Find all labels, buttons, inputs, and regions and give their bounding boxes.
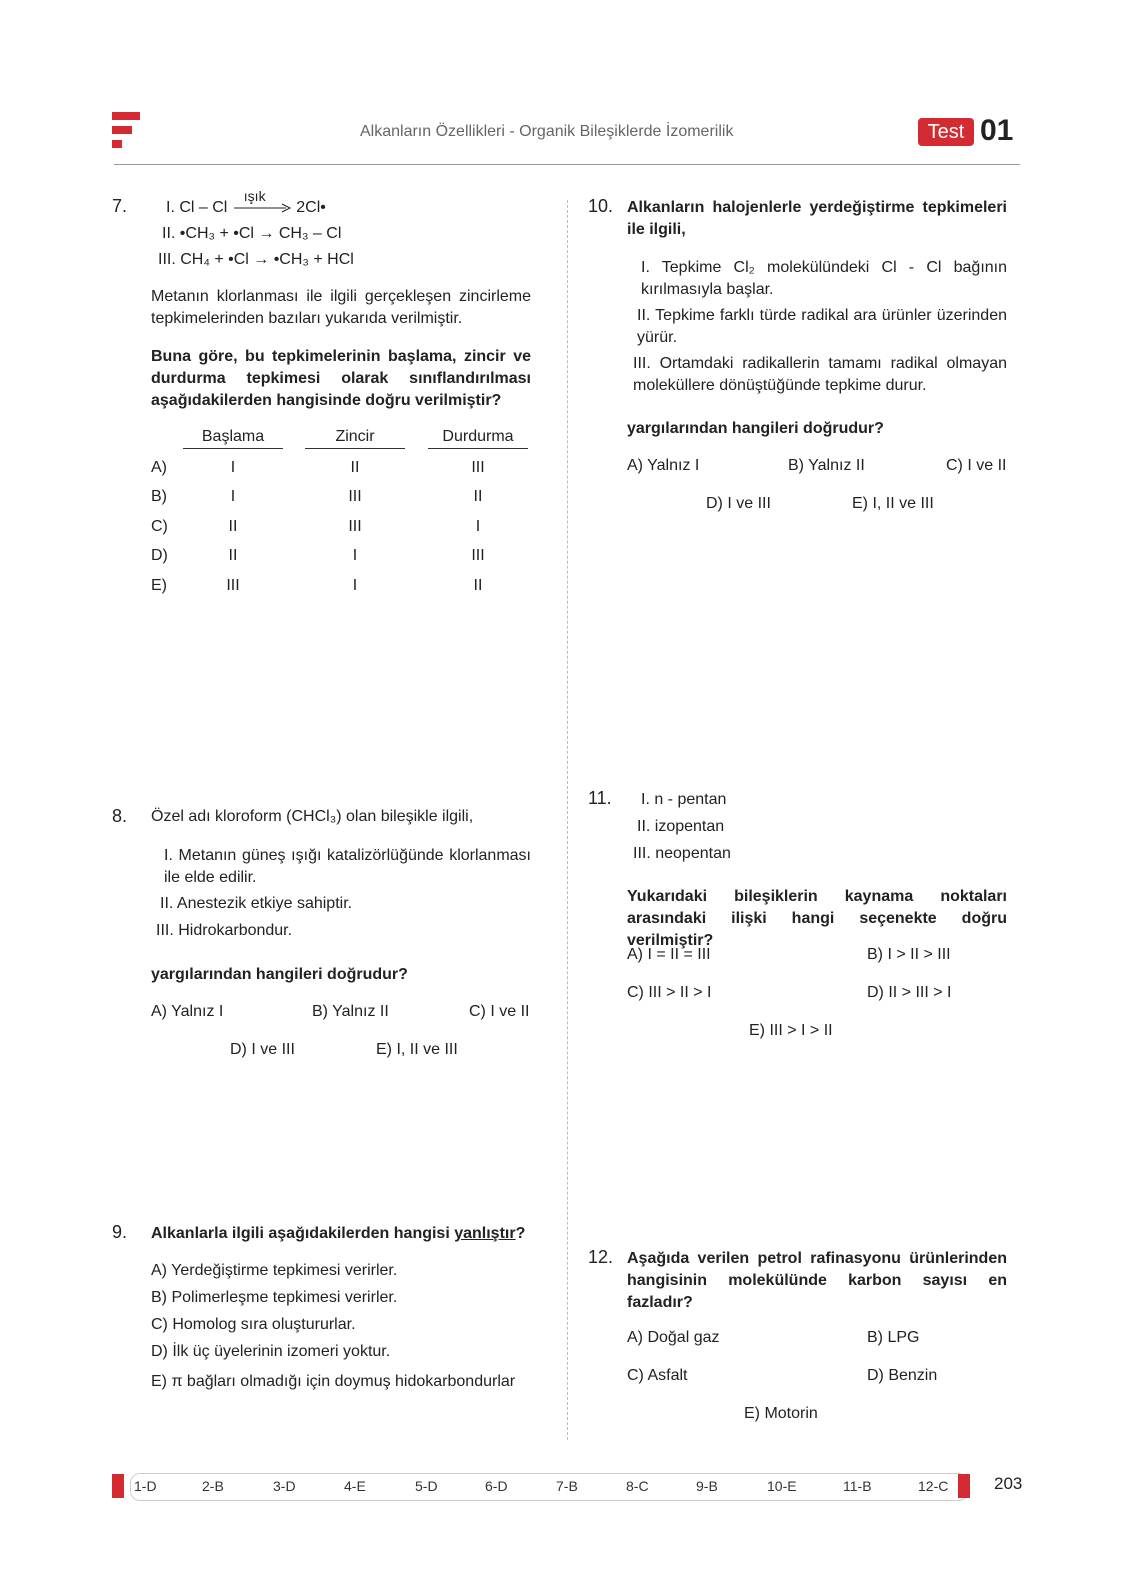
table-cell: II bbox=[228, 518, 238, 535]
footer-accent-right bbox=[958, 1474, 970, 1498]
option-a[interactable]: A) Yalnız I bbox=[627, 457, 700, 474]
question-number: 7. bbox=[112, 196, 128, 216]
statement-3: III. Hidrokarbondur. bbox=[156, 922, 293, 939]
option-e[interactable]: E) III > I > II bbox=[749, 1022, 833, 1039]
option-e[interactable]: E) Motorin bbox=[744, 1405, 818, 1422]
table-cell: III bbox=[348, 488, 362, 505]
option-c[interactable]: C) Asfalt bbox=[627, 1367, 688, 1384]
option-label[interactable]: D) bbox=[151, 547, 168, 564]
table-cell: I bbox=[475, 518, 481, 535]
table-cell: III bbox=[226, 577, 240, 594]
reaction-3: III. CH₄ + •Cl → •CH₃ + HCl bbox=[158, 251, 354, 268]
reaction-1 bbox=[166, 187, 326, 219]
reaction-1-product: 2Cl• bbox=[296, 199, 326, 216]
question-stem bbox=[151, 1223, 525, 1245]
option-a[interactable]: A) I = II = III bbox=[627, 946, 711, 963]
test-badge: Test bbox=[918, 118, 974, 146]
answer-key-item: 1-D bbox=[134, 1478, 157, 1494]
table-cell: II bbox=[473, 488, 483, 505]
stem-text: Alkanlarla ilgili aşağıdakilerden hangisi bbox=[151, 1225, 455, 1242]
answer-key-item: 7-B bbox=[556, 1478, 578, 1494]
reaction-1-reactant: I. Cl – Cl bbox=[166, 199, 228, 216]
answer-key-item: 6-D bbox=[485, 1478, 508, 1494]
option-c[interactable]: C) Homolog sıra oluştururlar. bbox=[151, 1316, 356, 1333]
reaction-2: II. •CH₃ + •Cl → CH₃ – Cl bbox=[162, 225, 342, 242]
answer-key-item: 11-B bbox=[843, 1478, 872, 1494]
question-number: 12. bbox=[588, 1247, 614, 1267]
option-label[interactable]: A) bbox=[151, 459, 167, 476]
question-stem: Özel adı kloroform (CHCl₃) olan bileşikle ilgili, bbox=[151, 808, 474, 825]
question-intro: Metanın klorlanması ile ilgili gerçekleşen zincirleme tepkimelerinden bazıları yukarıda verilmiştir. bbox=[151, 288, 531, 327]
answer-key-item: 4-E bbox=[344, 1478, 366, 1494]
table-cell: I bbox=[352, 547, 358, 564]
question-number: 11. bbox=[588, 788, 612, 808]
question-number: 8. bbox=[112, 806, 128, 826]
stem-end: ? bbox=[515, 1225, 526, 1242]
table-cell: III bbox=[471, 547, 485, 564]
option-d[interactable]: D) II > III > I bbox=[867, 984, 952, 1001]
answer-key-item: 2-B bbox=[202, 1478, 224, 1494]
statement-2: II. Anestezik etkiye sahiptir. bbox=[160, 895, 353, 912]
option-c[interactable]: C) I ve II bbox=[946, 457, 1007, 474]
option-c[interactable]: C) I ve II bbox=[469, 1003, 530, 1020]
statement-3: III. Ortamdaki radikallerin tamamı radikal olmayan moleküllere dönüştüğünde tepkime durur. bbox=[633, 355, 1007, 394]
compound-2: II. izopentan bbox=[637, 818, 725, 835]
option-a[interactable]: A) Doğal gaz bbox=[627, 1329, 720, 1346]
option-d[interactable]: D) İlk üç üyelerinin izomeri yoktur. bbox=[151, 1343, 391, 1360]
header-divider bbox=[114, 164, 1020, 165]
option-c[interactable]: C) III > II > I bbox=[627, 984, 712, 1001]
option-label[interactable]: B) bbox=[151, 488, 167, 505]
option-b[interactable]: B) I > II > III bbox=[867, 946, 951, 963]
footer-accent-left bbox=[112, 1474, 124, 1498]
table-cell: II bbox=[228, 547, 238, 564]
question-text: Buna göre, bu tepkimelerinin başlama, zincir ve durdurma tepkimesi olarak sınıflandırılması aşağıdakilerden hangisinde doğru verilmiştir? bbox=[151, 348, 531, 409]
option-b[interactable]: B) Polimerleşme tepkimesi verirler. bbox=[151, 1289, 398, 1306]
answer-key-item: 9-B bbox=[696, 1478, 718, 1494]
option-a[interactable]: A) Yalnız I bbox=[151, 1003, 224, 1020]
answer-key-item: 12-C bbox=[918, 1478, 949, 1494]
col-header-baslama: Başlama bbox=[183, 428, 283, 449]
question-text: yargılarından hangileri doğrudur? bbox=[151, 966, 408, 983]
compound-1: I. n - pentan bbox=[641, 791, 727, 808]
statement-2: II. Tepkime farklı türde radikal ara ürünler üzerinden yürür. bbox=[637, 307, 1007, 346]
question-text: Yukarıdaki bileşiklerin kaynama noktaları arasındaki ilişki hangi seçenekte doğru verilmiştir? bbox=[627, 888, 1007, 949]
option-d[interactable]: D) Benzin bbox=[867, 1367, 938, 1384]
header-title: Alkanların Özellikleri - Organik Bileşiklerde İzomerilik bbox=[360, 123, 734, 140]
col-header-zincir: Zincir bbox=[305, 428, 405, 449]
table-cell: III bbox=[348, 518, 362, 535]
statement-1: I. Metanın güneş ışığı katalizörlüğünde klorlanması ile elde edilir. bbox=[164, 847, 531, 886]
column-divider bbox=[567, 200, 568, 1440]
question-stem: Alkanların halojenlerle yerdeğiştirme tepkimeleri ile ilgili, bbox=[627, 199, 1007, 238]
option-e[interactable]: E) I, II ve III bbox=[852, 495, 934, 512]
answer-key-item: 3-D bbox=[273, 1478, 296, 1494]
table-cell: III bbox=[471, 459, 485, 476]
table-cell: I bbox=[352, 577, 358, 594]
light-arrow-icon bbox=[232, 187, 292, 215]
option-b[interactable]: B) Yalnız II bbox=[788, 457, 865, 474]
option-d[interactable]: D) I ve III bbox=[706, 495, 771, 512]
question-text: yargılarından hangileri doğrudur? bbox=[627, 420, 884, 437]
table-cell: II bbox=[350, 459, 360, 476]
publisher-logo bbox=[112, 112, 142, 152]
table-cell: II bbox=[473, 577, 483, 594]
arrow-label: ışık bbox=[243, 187, 266, 204]
option-b[interactable]: B) LPG bbox=[867, 1329, 920, 1346]
option-e[interactable]: E) π bağları olmadığı için doymuş hidokarbondurlar bbox=[151, 1373, 516, 1390]
test-number: 01 bbox=[980, 114, 1014, 147]
question-number: 10. bbox=[588, 196, 614, 216]
option-e[interactable]: E) I, II ve III bbox=[376, 1041, 458, 1058]
table-cell: I bbox=[230, 488, 236, 505]
option-a[interactable]: A) Yerdeğiştirme tepkimesi verirler. bbox=[151, 1262, 398, 1279]
answer-key-item: 8-C bbox=[626, 1478, 649, 1494]
table-cell: I bbox=[230, 459, 236, 476]
option-d[interactable]: D) I ve III bbox=[230, 1041, 295, 1058]
compound-3: III. neopentan bbox=[633, 845, 731, 862]
page-number: 203 bbox=[994, 1474, 1023, 1493]
option-b[interactable]: B) Yalnız II bbox=[312, 1003, 389, 1020]
question-number: 9. bbox=[112, 1222, 128, 1242]
stem-underlined: yanlıştır bbox=[454, 1225, 516, 1242]
answer-key-item: 10-E bbox=[767, 1478, 797, 1494]
question-text: Aşağıda verilen petrol rafinasyonu ürünlerinden hangisinin molekülünde karbon sayısı en fazladır? bbox=[627, 1250, 1007, 1311]
option-label[interactable]: C) bbox=[151, 518, 168, 535]
answer-key-item: 5-D bbox=[415, 1478, 438, 1494]
option-label[interactable]: E) bbox=[151, 577, 167, 594]
statement-1: I. Tepkime Cl₂ molekülündeki Cl - Cl bağının kırılmasıyla başlar. bbox=[641, 259, 1007, 298]
col-header-durdurma: Durdurma bbox=[428, 428, 528, 449]
